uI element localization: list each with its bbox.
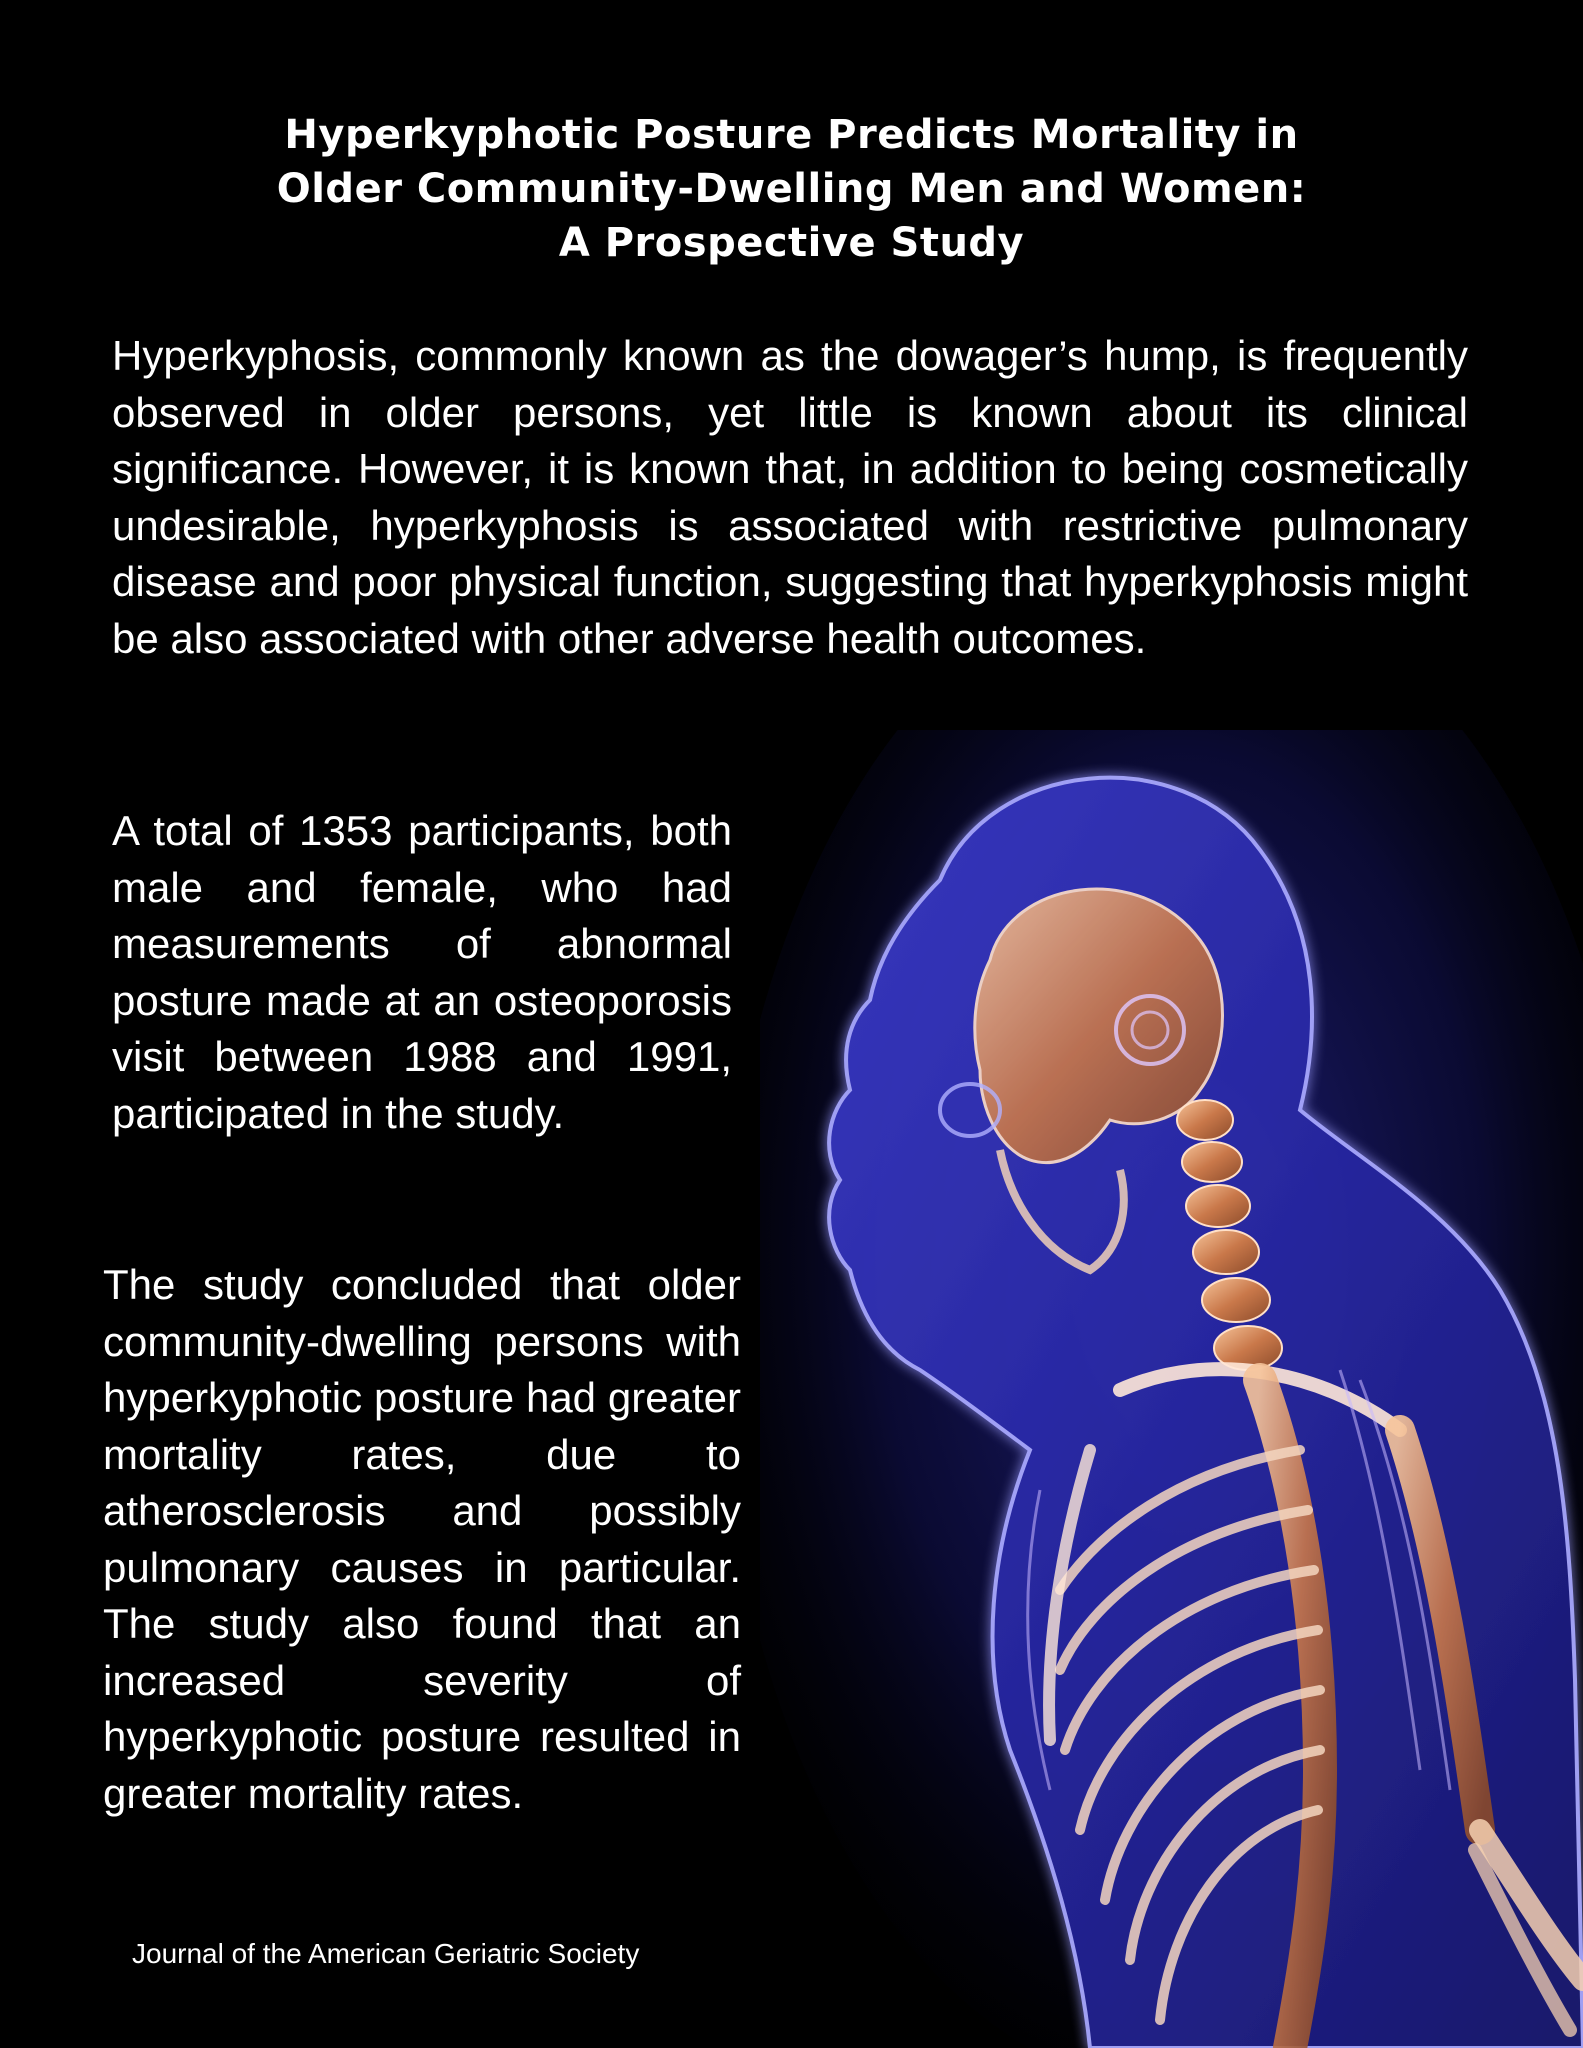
xray-skeleton-figure	[760, 730, 1583, 2048]
conclusion-paragraph: The study concluded that older community-dwelling persons with hyperkyphotic posture had greater mortality rates, due to atherosclerosis and possibly pulmonary causes in particular. The study also found that an increased severity of hyperkyphotic posture resulted in greater mortality rates.	[103, 1261, 741, 1817]
page-title	[120, 108, 1463, 270]
title-line-1: Hyperkyphotic Posture Predicts Mortality in	[284, 112, 1299, 158]
participants-paragraph: A total of 1353 participants, both male and female, who had measurements of abnormal posture made at an osteoporosis visit between 1988 and 1991, participated in the study.	[112, 807, 732, 1137]
source-citation: Journal of the American Geriatric Society	[132, 1938, 640, 1969]
title-line-2: Older Community-Dwelling Men and Women:	[276, 166, 1307, 212]
title-line-3: A Prospective Study	[558, 220, 1025, 266]
intro-paragraph: Hyperkyphosis, commonly known as the dowager’s hump, is frequently observed in older persons, yet little is known about its clinical significance. However, it is known that, in addition to being cosmetically undesirable, hyperkyphosis is associated with restrictive pulmonary disease and poor physical function, suggesting that hyperkyphosis might be also associated with other adverse health outcomes.	[112, 332, 1468, 662]
